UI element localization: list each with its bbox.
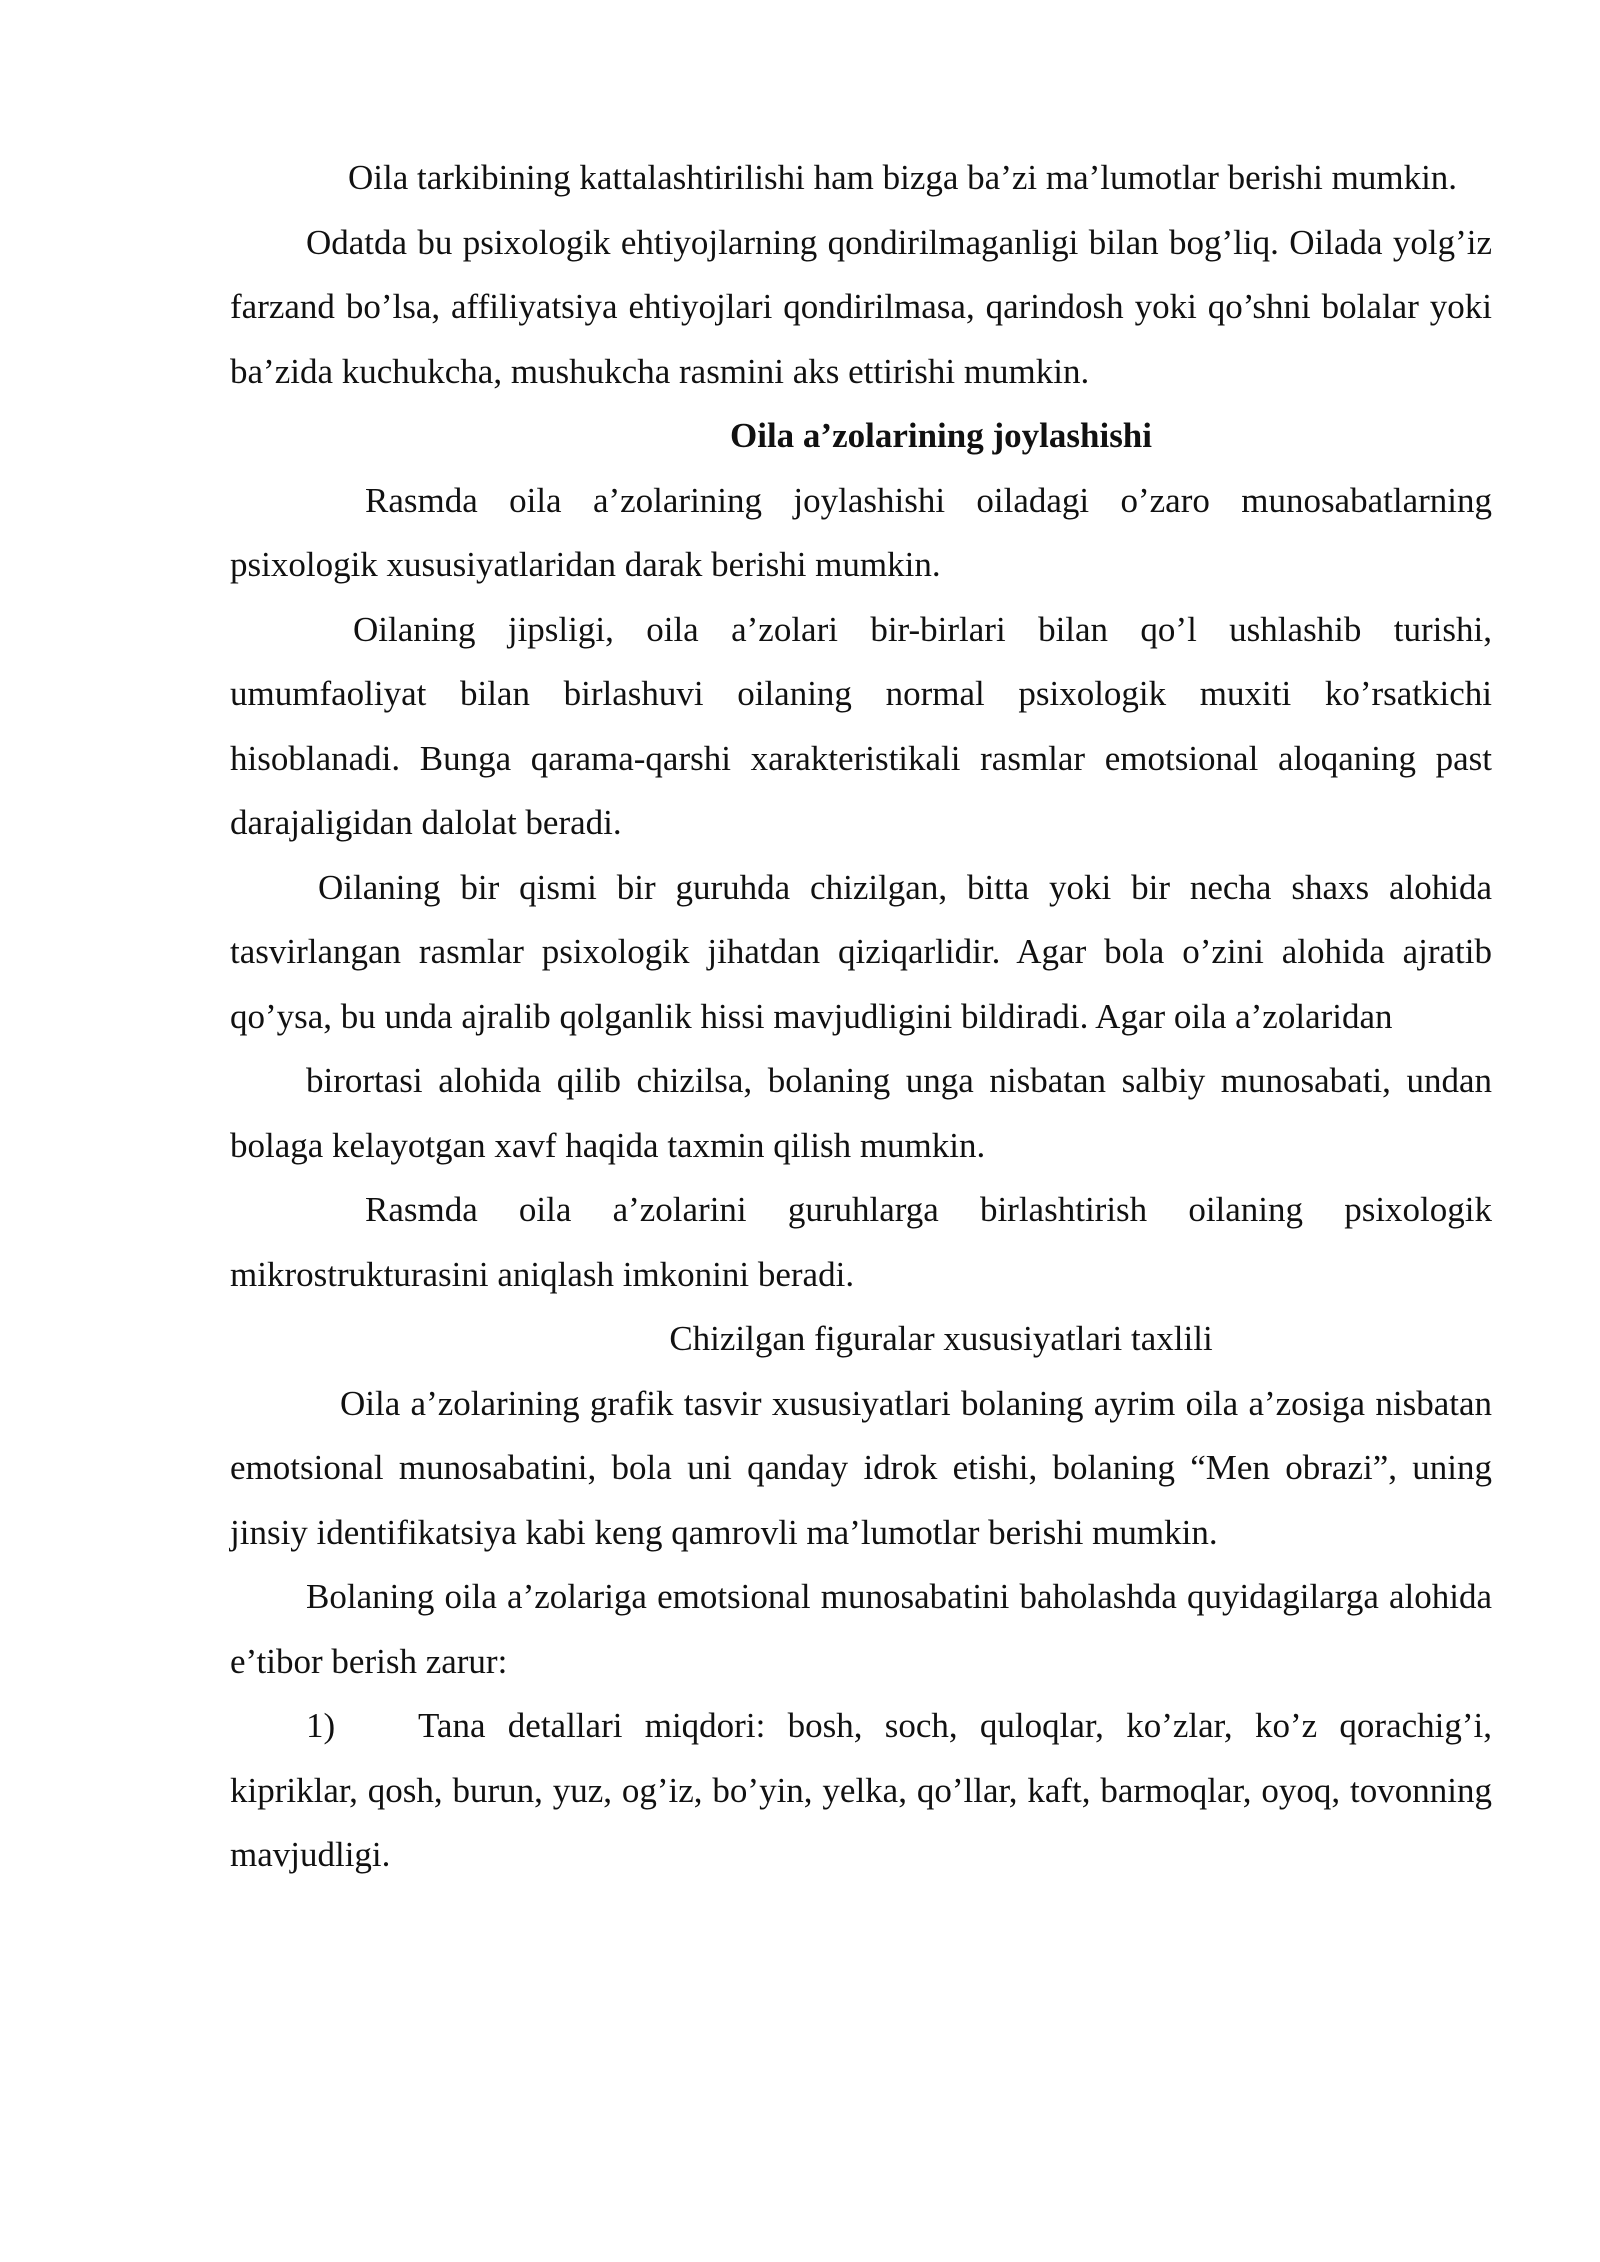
paragraph: Odatda bu psixologik ehtiyojlarning qondirilmaganligi bilan bog’liq. Oilada yolg’iz farzand bo’lsa, affiliyatsiya ehtiyojlari qondirilmasa, qarindosh yoki qo’shni bolalar yoki ba’zida kuchukcha, mushukcha rasmini aks ettirishi mumkin. [230, 222, 1492, 391]
list-item-text: Tana detallari miqdori: bosh, soch, quloqlar, ko’zlar, ko’z qorachig’i, kipriklar, qosh, burun, yuz, og’iz, bo’yin, yelka, qo’llar, kaft, barmoqlar, oyoq, tovonning mavjudligi. [230, 1706, 1492, 1874]
paragraph: birortasi alohida qilib chizilsa, bolaning unga nisbatan salbiy munosabati, undan bolaga kelayotgan xavf haqida taxmin qilish mumkin. [230, 1061, 1492, 1165]
list-item [230, 1694, 1492, 1888]
paragraph: Oila tarkibining kattalashtirilishi ham bizga ba’zi ma’lumotlar berishi mumkin. [348, 158, 1458, 197]
section-heading: Chizilgan figuralar xususiyatlari taxlili [669, 1319, 1213, 1358]
paragraph: Rasmda oila a’zolarining joylashishi oiladagi o’zaro munosabatlarning psixologik xususiyatlaridan darak berishi mumkin. [230, 480, 1492, 584]
paragraph: Bolaning oila a’zolariga emotsional munosabatini baholashda quyidagilarga alohida e’tibor berish zarur: [230, 1577, 1492, 1681]
section-heading: Oila a’zolarining joylashishi [730, 416, 1152, 455]
paragraph: Oilaning bir qismi bir guruhda chizilgan, bitta yoki bir necha shaxs alohida tasvirlangan rasmlar psixologik jihatdan qiziqarlidir. Agar bola o’zini alohida ajratib qo’ysa, bu unda ajralib qolganlik hissi mavjudligini bildiradi. Agar oila a’zolaridan [230, 867, 1492, 1036]
paragraph: Oilaning jipsligi, oila a’zolari bir-birlari bilan qo’l ushlashib turishi, umumfaoliyat bilan birlashuvi oilaning normal psixologik muxiti ko’rsatkichi hisoblanadi. Bunga qarama-qarshi xarakteristikali rasmlar emotsional aloqaning past darajaligidan dalolat beradi. [230, 609, 1492, 842]
list-item-number: 1) [306, 1706, 336, 1745]
paragraph: Oila a’zolarining grafik tasvir xususiyatlari bolaning ayrim oila a’zosiga nisbatan emotsional munosabatini, bola uni qanday idrok etishi, bolaning “Men obrazi”, uning jinsiy identifikatsiya kabi keng qamrovli ma’lumotlar berishi mumkin. [230, 1383, 1492, 1552]
document-body [230, 146, 1492, 1888]
paragraph: Rasmda oila a’zolarini guruhlarga birlashtirish oilaning psixologik mikrostrukturasini aniqlash imkonini beradi. [230, 1190, 1492, 1294]
